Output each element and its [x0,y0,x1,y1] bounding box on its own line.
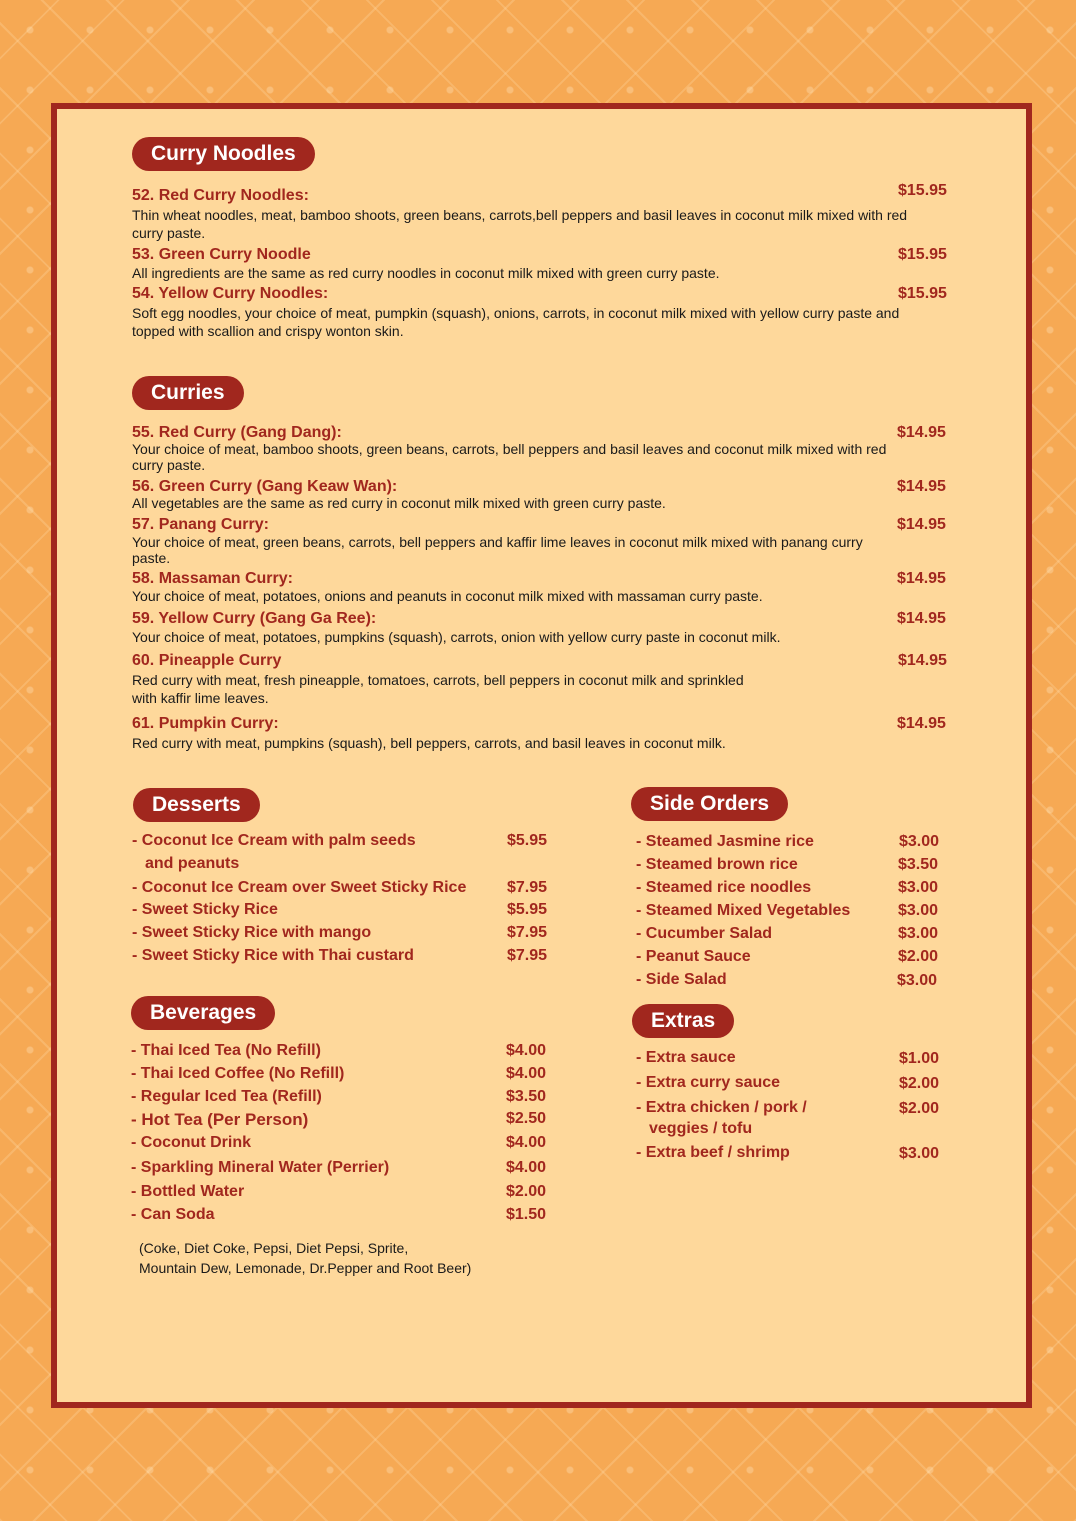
extra-item-name-continued: veggies / tofu [649,1120,753,1137]
beverage-item-name: - Thai Iced Coffee (No Refill) [131,1065,345,1082]
dessert-item-name: - Sweet Sticky Rice with Thai custard [132,947,414,964]
menu-item-title: 60. Pineapple Curry [132,652,282,669]
beverage-item-price: $1.50 [506,1206,547,1223]
menu-item-description: Your choice of meat, potatoes, onions and peanuts in coconut milk mixed with massaman curry paste. [132,588,763,604]
side-order-item-price: $3.00 [898,902,939,919]
extra-item-name: - Extra beef / shrimp [636,1144,790,1161]
side-order-item-price: $2.00 [898,948,939,965]
menu-item-description: All vegetables are the same as red curry in coconut milk mixed with green curry paste. [132,495,666,511]
extra-item-price: $3.00 [899,1145,940,1162]
soda-options-note: Mountain Dew, Lemonade, Dr.Pepper and Root Beer) [139,1260,472,1276]
menu-item-price: $15.95 [898,246,947,263]
menu-item-price: $14.95 [897,516,946,533]
dessert-item-name: - Sweet Sticky Rice with mango [132,924,372,941]
beverage-item-price: $2.00 [506,1183,547,1200]
menu-item-price: $15.95 [898,285,947,302]
menu-item-title: 56. Green Curry (Gang Keaw Wan): [132,478,398,495]
menu-item-description: Thin wheat noodles, meat, bamboo shoots, green beans, carrots,bell peppers and basil leaves in coconut milk mixed with red curry paste. [132,207,908,241]
menu-item-title: 53. Green Curry Noodle [132,246,311,263]
extra-item-name: - Extra curry sauce [636,1074,781,1091]
beverage-item-price: $4.00 [506,1159,547,1176]
dessert-item-price: $5.95 [507,901,548,918]
menu-item-description: Soft egg noodles, your choice of meat, pumpkin (squash), onions, carrots, in coconut milk mixed with yellow curry paste and topped with scallion and crispy wonton skin. [132,305,900,339]
menu-item-price: $15.95 [898,182,947,199]
extra-item-name: - Extra chicken / pork / [636,1099,807,1116]
side-order-item-name: - Steamed brown rice [636,856,798,873]
extras-heading: Extras [632,1004,734,1038]
menu-item-price: $14.95 [897,715,946,732]
beverage-item-name: - Coconut Drink [131,1134,251,1151]
beverage-item-price: $4.00 [506,1134,547,1151]
side-order-item-price: $3.00 [898,925,939,942]
beverage-item-name: - Regular Iced Tea (Refill) [131,1088,322,1105]
menu-item-description: Your choice of meat, bamboo shoots, green beans, carrots, bell peppers and basil leaves and coconut milk mixed with red curry paste. [132,441,887,473]
dessert-item-price: $7.95 [507,924,548,941]
beverage-item-name: - Bottled Water [131,1183,245,1200]
menu-item-description: Your choice of meat, potatoes, pumpkins (squash), carrots, onion with yellow curry paste in coconut milk. [132,629,781,645]
desserts-heading: Desserts [133,788,260,822]
dessert-item-name: - Sweet Sticky Rice [132,901,278,918]
menu-item-title: 59. Yellow Curry (Gang Ga Ree): [132,610,377,627]
menu-item-price: $14.95 [897,610,946,627]
extra-item-price: $2.00 [899,1100,940,1117]
dessert-item-name: - Coconut Ice Cream with palm seeds [132,832,416,849]
dessert-item-name-continued: and peanuts [145,855,240,872]
dessert-item-price: $5.95 [507,832,548,849]
menu-item-price: $14.95 [897,424,946,441]
side-order-item-price: $3.00 [899,833,940,850]
menu-item-title: 57. Panang Curry: [132,516,269,533]
menu-item-price: $14.95 [897,570,946,587]
extra-item-price: $2.00 [899,1075,940,1092]
dessert-item-name: - Coconut Ice Cream over Sweet Sticky Rice [132,879,467,896]
menu-item-description: Red curry with meat, fresh pineapple, tomatoes, carrots, bell peppers in coconut milk and sprinkled with kaffir lime leaves. [132,672,744,706]
menu-item-title: 58. Massaman Curry: [132,570,293,587]
menu-item-title: 52. Red Curry Noodles: [132,187,309,204]
menu-item-title: 54. Yellow Curry Noodles: [132,285,329,302]
side-order-item-price: $3.50 [898,856,939,873]
side-orders-heading: Side Orders [631,787,788,821]
beverage-item-price: $4.00 [506,1065,547,1082]
extra-item-price: $1.00 [899,1050,940,1067]
menu-item-price: $14.95 [898,652,947,669]
side-order-item-name: - Steamed rice noodles [636,879,812,896]
soda-options-note: (Coke, Diet Coke, Pepsi, Diet Pepsi, Sprite, [139,1240,409,1256]
beverage-item-name: - Thai Iced Tea (No Refill) [131,1042,321,1059]
dessert-item-price: $7.95 [507,879,548,896]
beverage-item-name: - Can Soda [131,1206,215,1223]
side-order-item-price: $3.00 [898,879,939,896]
beverage-item-price: $3.50 [506,1088,547,1105]
menu-item-title: 55. Red Curry (Gang Dang): [132,424,342,441]
curries-heading: Curries [132,376,244,410]
side-order-item-name: - Peanut Sauce [636,948,751,965]
beverage-item-price: $2.50 [506,1110,547,1127]
menu-item-description: All ingredients are the same as red curry noodles in coconut milk mixed with green curry paste. [132,265,720,281]
curry-noodles-heading: Curry Noodles [132,137,315,171]
beverages-heading: Beverages [131,996,275,1030]
beverage-item-name: - Sparkling Mineral Water (Perrier) [131,1159,390,1176]
side-order-item-price: $3.00 [897,972,938,989]
side-order-item-name: - Cucumber Salad [636,925,773,942]
beverage-item-name: - Hot Tea (Per Person) [131,1110,309,1129]
side-order-item-name: - Steamed Jasmine rice [636,833,814,850]
menu-item-title: 61. Pumpkin Curry: [132,715,279,732]
dessert-item-price: $7.95 [507,947,548,964]
menu-item-description: Red curry with meat, pumpkins (squash), bell peppers, carrots, and basil leaves in coconut milk. [132,735,726,751]
extra-item-name: - Extra sauce [636,1049,736,1066]
beverage-item-price: $4.00 [506,1042,547,1059]
menu-item-description: Your choice of meat, green beans, carrots, bell peppers and kaffir lime leaves in coconut milk mixed with panang curry paste. [132,534,863,566]
side-order-item-name: - Side Salad [636,971,727,988]
menu-item-price: $14.95 [897,478,946,495]
side-order-item-name: - Steamed Mixed Vegetables [636,902,851,919]
